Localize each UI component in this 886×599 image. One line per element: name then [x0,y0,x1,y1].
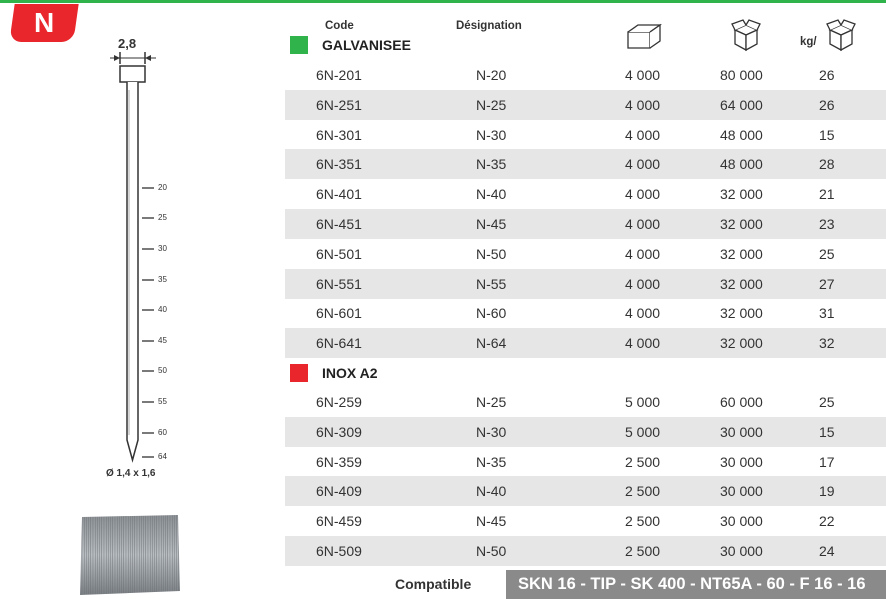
qty-per-carton: 32 000 [720,186,763,203]
qty-per-carton: 32 000 [720,245,763,262]
qty-per-box: 2 500 [625,543,661,559]
product-designation: N-20 [476,67,507,83]
qty-per-box: 2 500 [625,483,661,500]
product-designation: N-60 [476,305,507,322]
header-code: Code [325,20,354,32]
kg-per-carton: 15 [819,126,835,143]
qty-per-box: 2 500 [625,513,661,530]
table-row [285,120,886,150]
top-accent-line [0,0,886,3]
length-tick-label: 60 [158,428,167,437]
table-row [285,298,886,328]
qty-per-carton: 30 000 [720,543,763,559]
product-designation: N-35 [476,453,507,470]
qty-per-carton: 30 000 [720,423,763,440]
product-code: 6N-409 [316,483,362,500]
kg-per-carton: 21 [819,186,835,203]
table-row [285,536,886,566]
kg-per-carton: 17 [819,453,835,470]
product-designation: N-40 [476,483,507,500]
length-tick-label: 35 [158,275,167,284]
product-designation: N-50 [476,245,507,262]
section-title-text: INOX A2 [322,365,378,381]
table-row [285,239,886,269]
qty-per-box: 4 000 [625,96,661,113]
table-row [285,417,886,447]
product-designation: N-45 [476,513,507,530]
carton-icon [731,18,761,52]
product-code: 6N-259 [316,394,362,410]
length-tick-label: 45 [158,336,167,345]
product-code: 6N-459 [316,513,362,530]
qty-per-box: 4 000 [625,216,661,232]
product-designation: N-25 [476,96,507,113]
table-row [285,447,886,477]
qty-per-box: 4 000 [625,186,661,203]
kg-per-carton: 23 [819,216,835,232]
product-code: 6N-201 [316,67,362,83]
product-code: 6N-601 [316,305,362,322]
product-code: 6N-351 [316,156,362,173]
section-title [290,36,411,54]
section-title-text: GALVANISEE [322,37,411,53]
product-code: 6N-641 [316,335,362,352]
section-title [290,364,378,382]
length-tick-label: 64 [158,452,167,461]
qty-per-box: 5 000 [625,423,661,440]
qty-per-box: 4 000 [625,156,661,173]
qty-per-carton: 64 000 [720,96,763,113]
qty-per-carton: 30 000 [720,453,763,470]
kg-per-carton: 15 [819,423,835,440]
product-designation: N-55 [476,275,507,292]
table-row [285,387,886,417]
kg-carton-icon [826,18,856,52]
head-dimension: 2,8 [118,36,137,51]
length-tick-label: 25 [158,213,167,222]
kg-per-carton: 19 [819,483,835,500]
kg-per-carton: 25 [819,245,835,262]
length-tick-label: 40 [158,305,167,314]
product-designation: N-45 [476,216,507,232]
kg-per-carton: 25 [819,394,835,410]
category-badge: N [9,4,78,42]
table-row [285,506,886,536]
length-tick-label: 55 [158,397,167,406]
product-code: 6N-251 [316,96,362,113]
table-row [285,90,886,120]
product-code: 6N-509 [316,543,362,559]
product-code: 6N-451 [316,216,362,232]
product-code: 6N-401 [316,186,362,203]
table-row [285,269,886,299]
qty-per-carton: 32 000 [720,275,763,292]
kg-per-carton: 27 [819,275,835,292]
length-tick-label: 30 [158,244,167,253]
table-row [285,328,886,358]
kg-per-carton: 28 [819,156,835,173]
diameter-label: Ø 1,4 x 1,6 [106,468,156,479]
length-tick-label: 20 [158,183,167,192]
qty-per-carton: 32 000 [720,305,763,322]
qty-per-box: 4 000 [625,305,661,322]
qty-per-carton: 48 000 [720,126,763,143]
qty-per-box: 4 000 [625,245,661,262]
product-designation: N-50 [476,543,507,559]
qty-per-box: 4 000 [625,335,661,352]
box-icon [626,22,662,50]
qty-per-carton: 30 000 [720,513,763,530]
qty-per-carton: 48 000 [720,156,763,173]
section-color-swatch [290,36,308,54]
nail-strip-image [80,515,180,595]
qty-per-carton: 30 000 [720,483,763,500]
kg-per-carton: 24 [819,543,835,559]
compatible-label: Compatible [395,576,472,592]
qty-per-box: 2 500 [625,453,661,470]
table-row [285,476,886,506]
kg-per-carton: 26 [819,67,835,83]
qty-per-box: 4 000 [625,275,661,292]
kg-per-carton: 22 [819,513,835,530]
product-designation: N-25 [476,394,507,410]
qty-per-carton: 32 000 [720,335,763,352]
compatible-tools: SKN 16 - TIP - SK 400 - NT65A - 60 - F 16 - 16 [506,570,886,599]
length-tick-label: 50 [158,366,167,375]
qty-per-box: 5 000 [625,394,661,410]
product-designation: N-64 [476,335,507,352]
kg-per-carton: 31 [819,305,835,322]
table-row [285,209,886,239]
qty-per-box: 4 000 [625,126,661,143]
header-designation: Désignation [456,20,522,32]
qty-per-carton: 80 000 [720,67,763,83]
product-code: 6N-301 [316,126,362,143]
product-code: 6N-551 [316,275,362,292]
product-designation: N-40 [476,186,507,203]
product-code: 6N-309 [316,423,362,440]
qty-per-carton: 32 000 [720,216,763,232]
product-designation: N-35 [476,156,507,173]
kg-per-carton: 26 [819,96,835,113]
product-designation: N-30 [476,423,507,440]
qty-per-box: 4 000 [625,67,661,83]
product-code: 6N-359 [316,453,362,470]
product-designation: N-30 [476,126,507,143]
table-row [285,60,886,90]
nail-diagram [100,30,220,490]
table-row [285,149,886,179]
section-color-swatch [290,364,308,382]
header-kg: kg/ [800,36,817,48]
product-code: 6N-501 [316,245,362,262]
qty-per-carton: 60 000 [720,394,763,410]
kg-per-carton: 32 [819,335,835,352]
table-row [285,179,886,209]
